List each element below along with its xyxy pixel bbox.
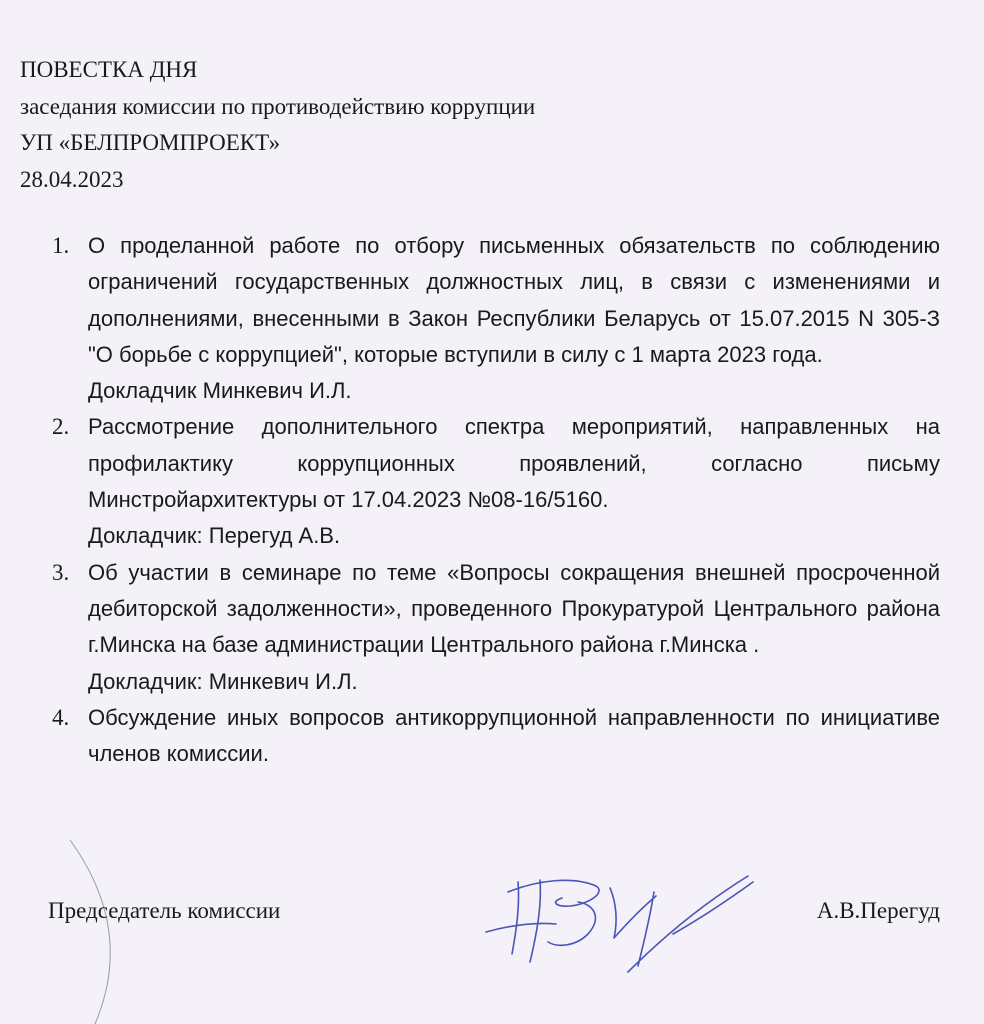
meeting-description: заседания комиссии по противодействию коррупции	[20, 93, 536, 119]
document-title: ПОВЕСТКА ДНЯ	[20, 57, 198, 82]
chair-label: Председатель комиссии	[48, 898, 281, 923]
agenda-item-speaker: Докладчик: Перегуд А.В.	[88, 523, 341, 549]
handwritten-signature	[478, 862, 768, 992]
agenda-item-number: 1.	[52, 233, 70, 258]
agenda-item-text: О проделанной работе по отбору письменных обязательств по соблюдению ограничений государственных должностных лиц, в связи с изменениями и дополнениями, внесенными в Закон Республики Беларусь от 15.07.2015 N 305-З "О борьбе с коррупцией", которые вступили в силу с 1 марта 2023 года.	[88, 233, 940, 367]
agenda-item-number: 2.	[52, 414, 70, 440]
agenda-item-text: Рассмотрение дополнительного спектра мероприятий, направленных на профилактику коррупционных проявлений, согласно письму Минстройархитектуры от 17.04.2023 №08-16/5160.	[88, 414, 940, 513]
agenda-item-number: 4.	[52, 704, 70, 730]
agenda-item-3	[48, 555, 940, 700]
agenda-item-speaker: Докладчик Минкевич И.Л.	[88, 378, 352, 404]
meeting-date: 28.04.2023	[20, 166, 124, 192]
organization-name: УП «БЕЛПРОМПРОЕКТ»	[20, 130, 281, 155]
agenda-item-number: 3.	[52, 559, 70, 585]
agenda-item-speaker: Докладчик: Минкевич И.Л.	[88, 668, 358, 694]
agenda-item-text: Обсуждение иных вопросов антикоррупционной направленности по инициативе членов комиссии.	[88, 704, 940, 767]
document-header	[20, 52, 535, 198]
agenda-item-2	[48, 409, 940, 554]
agenda-list	[48, 228, 940, 772]
agenda-item-text: Об участии в семинаре по теме «Вопросы сокращения внешней просроченной дебиторской задолженности», проведенного Прокуратурой Центрального района г.Минска на базе администрации Центрального района г.Минска .	[88, 559, 940, 658]
agenda-item-1	[48, 228, 940, 409]
agenda-item-4	[48, 700, 940, 773]
chair-name: А.В.Перегуд	[816, 898, 940, 923]
